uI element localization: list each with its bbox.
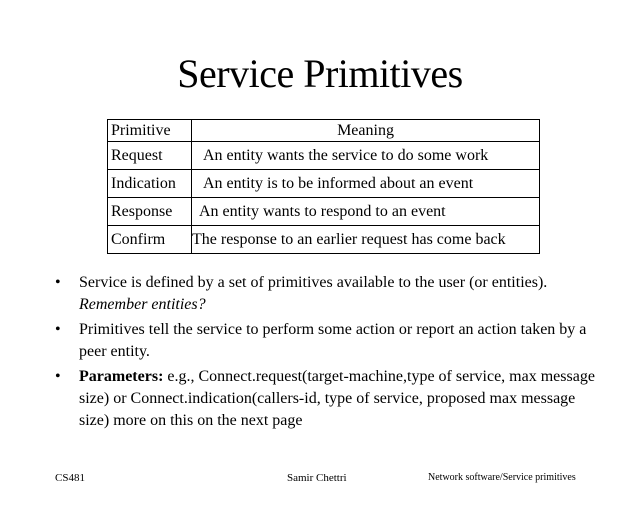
table-row — [108, 198, 540, 226]
header-primitive: Primitive — [108, 120, 192, 142]
bullet-list — [55, 272, 595, 435]
bullet-text: e.g., Connect.request(target-machine,type of service, max message size) or Connect.indication(callers-id, type of service, proposed max message size) more on this on the next page — [79, 368, 595, 429]
meaning-cell: An entity wants the service to do some work — [192, 142, 540, 170]
table-header-row — [108, 120, 540, 142]
bullet-item — [55, 272, 595, 316]
meaning-cell: An entity wants to respond to an event — [192, 198, 540, 226]
meaning-cell: The response to an earlier request has come back — [192, 226, 540, 254]
bullet-item — [55, 319, 595, 363]
bullet-text: Primitives tell the service to perform some action or report an action taken by a peer entity. — [79, 321, 587, 360]
bullet-text: Service is defined by a set of primitives available to the user (or entities). — [79, 274, 548, 291]
slide-title: Service Primitives — [177, 51, 463, 96]
bullet-dot-icon: • — [55, 368, 61, 385]
primitives-table — [107, 119, 540, 254]
header-meaning: Meaning — [192, 120, 540, 142]
footer-author: Samir Chettri — [287, 472, 347, 484]
bullet-italic-text: Remember entities? — [79, 296, 206, 313]
bullet-dot-icon: • — [55, 274, 61, 291]
bullet-dot-icon: • — [55, 321, 61, 338]
bullet-item — [55, 366, 595, 432]
footer-course: CS481 — [55, 472, 85, 484]
primitive-cell: Confirm — [108, 226, 192, 254]
bullet-bold-text: Parameters: — [79, 368, 164, 385]
meaning-cell: An entity is to be informed about an event — [192, 170, 540, 198]
footer-topic: Network software/Service primitives — [428, 472, 576, 483]
primitive-cell: Indication — [108, 170, 192, 198]
table-row — [108, 226, 540, 254]
primitive-cell: Response — [108, 198, 192, 226]
table-row — [108, 142, 540, 170]
table-row — [108, 170, 540, 198]
primitive-cell: Request — [108, 142, 192, 170]
